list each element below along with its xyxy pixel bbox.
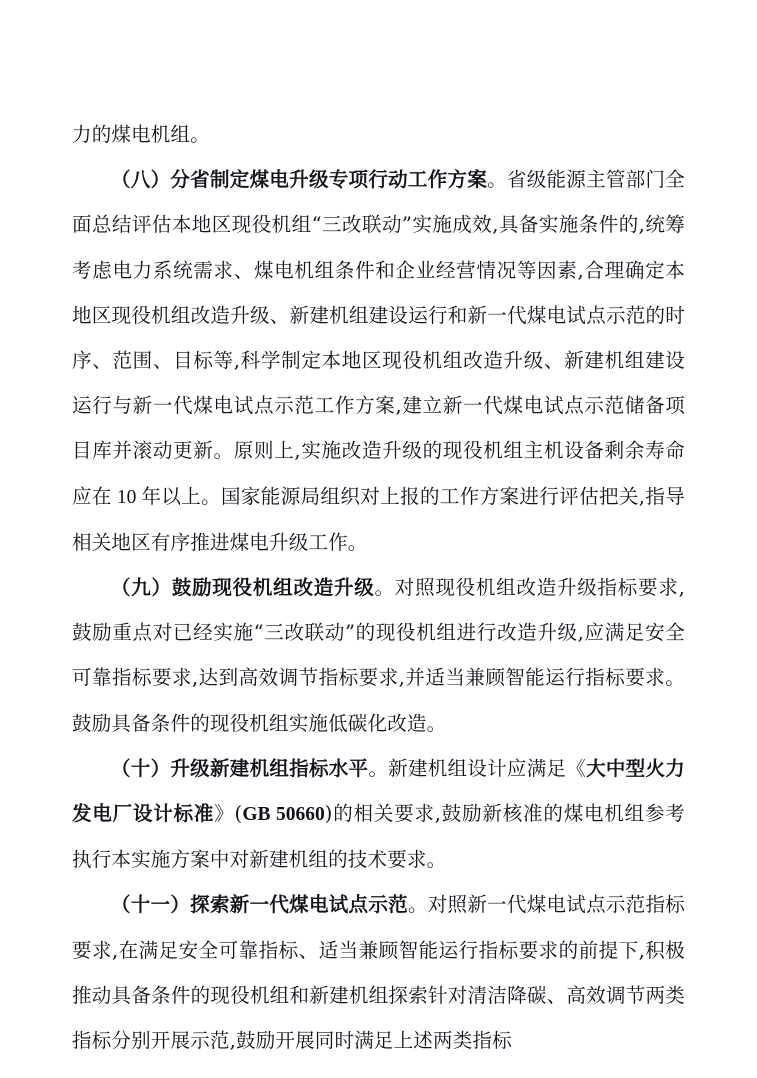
item-ten-run-5: )的相关要求,鼓励新核准的煤电机组参考执行本实施方案中对新建机组的技术要求。 — [72, 802, 685, 872]
item-eight-run-1: 。省级能源主管部门全面总结评估本地区现役机组“三改联动”实施成效,具备实施条件的,统筹考虑电力系统需求、煤电机组条件和企业经营情况等因素,合理确定本地区现役机组改造升级、新建机组建设运行和新一代煤电试点示范的时序、范围、目标等,科学制定本地区现役机组改造升级、新建机组建设运行与新一代煤电试点示范工作方案,建立新一代煤电试点示范储备项目库并滚动更新。原则上,实施改造升级的现役机组主机设备剩余寿命应在 — [72, 168, 685, 508]
item-ten-run-3: 》( — [214, 802, 243, 826]
item-nine-run-1: 。对照现役机组改造升级指标要求,鼓励重点对已经实施“三改联动”的现役机组进行改造升级,应满足安全可靠指标要求,达到高效调节指标要求,并适当兼顾智能运行指标要求。鼓励具备条件的现役机组实施低碳化改造。 — [72, 576, 685, 735]
item-ten — [72, 746, 685, 883]
item-eleven — [72, 882, 685, 1063]
item-nine — [72, 565, 685, 746]
document-body — [72, 112, 685, 1063]
item-eleven-run-0: （十一）探索新一代煤电试点示范 — [111, 893, 408, 917]
item-eight-run-0: （八）分省制定煤电升级专项行动工作方案 — [111, 168, 488, 192]
continued-line — [72, 112, 685, 157]
item-eight-run-3: 年以上。国家能源局组织对上报的工作方案进行评估把关,指导相关地区有序推进煤电升级工作。 — [72, 484, 685, 554]
item-ten-run-4: GB 50660 — [242, 804, 325, 826]
item-eight — [72, 157, 685, 565]
item-eight-run-2: 10 — [111, 486, 142, 508]
item-ten-run-0: （十）升级新建机组指标水平 — [111, 756, 369, 780]
item-nine-run-0: （九）鼓励现役机组改造升级 — [111, 576, 375, 600]
item-ten-run-1: 。新建机组设计应满足《 — [368, 756, 587, 780]
continued-line-run-0: 力的煤电机组。 — [72, 123, 210, 146]
item-eleven-run-1: 。对照新一代煤电试点示范指标要求,在满足安全可靠指标、适当兼顾智能运行指标要求的前提下,积极推动具备条件的现役机组和新建机组探索针对清洁降碳、高效调节两类指标分别开展示范,鼓励开展同时满足上述两类指标 — [72, 893, 685, 1053]
item-ten-run-2: 大中型火力发电厂设计标准 — [72, 756, 685, 826]
